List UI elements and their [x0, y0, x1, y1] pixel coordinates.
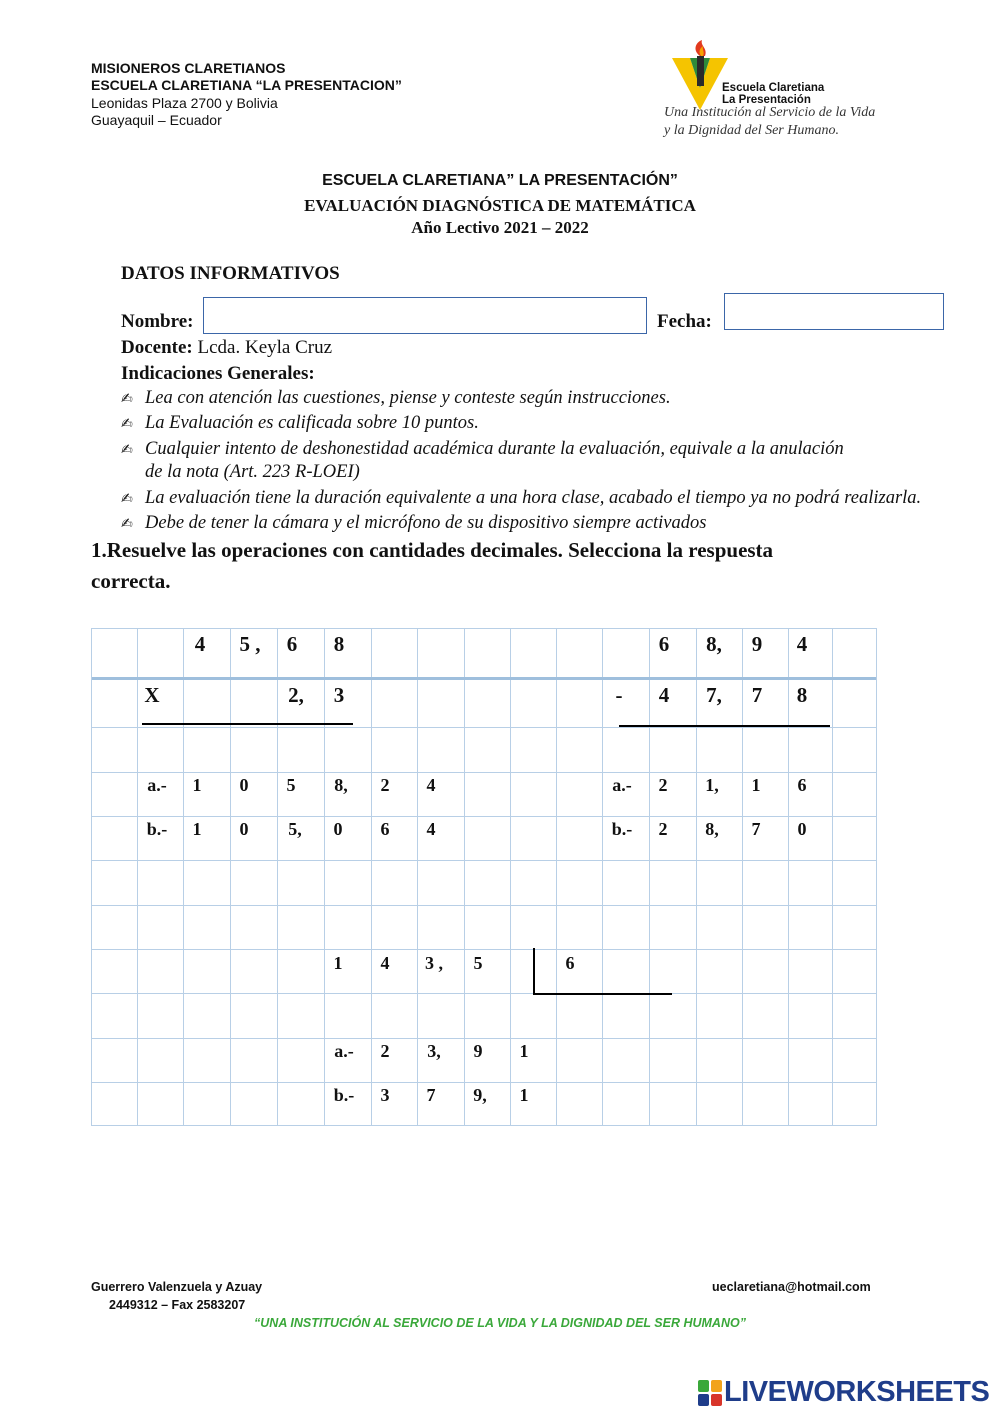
sub-digit: 4 — [796, 632, 808, 656]
mult-option-a-digit: 0 — [239, 775, 249, 795]
footer-phone: 2449312 – Fax 2583207 — [109, 1298, 246, 1312]
school-logo — [672, 40, 872, 110]
mult-option-b-digit: 0 — [333, 819, 343, 839]
sub-option-a-digit: 1, — [705, 775, 719, 795]
question-text-continued: correcta. — [91, 569, 171, 593]
mult-option-b-digit: 4 — [426, 819, 436, 839]
school-city: Guayaquil – Ecuador — [91, 112, 222, 128]
option-label: a.- — [334, 1041, 354, 1061]
mult-option-a-digit: 1 — [192, 775, 202, 795]
div-bracket-vertical — [533, 948, 535, 995]
date-input[interactable] — [724, 293, 944, 330]
option-label: b.- — [146, 819, 168, 839]
div-digit: 5 — [473, 953, 483, 973]
exam-title: EVALUACIÓN DIAGNÓSTICA DE MATEMÁTICA — [304, 196, 696, 215]
indication-item: ✍ Lea con atención las cuestiones, piense y conteste según instrucciones. — [121, 388, 671, 408]
mult-digit: 6 — [286, 632, 298, 656]
sub-result-line — [619, 725, 830, 727]
indications-heading: Indicaciones Generales: — [121, 363, 315, 384]
teacher-label: Docente: — [121, 337, 193, 358]
indication-item: ✍ La evaluación tiene la duración equivalente a una hora clase, acabado el tiempo ya no podrá realizarla. — [121, 488, 922, 508]
date-label: Fecha: — [657, 311, 712, 332]
sub-option-a-digit: 6 — [797, 775, 807, 795]
sub-option-b-digit: 8, — [705, 819, 719, 839]
div-option-a-digit: 9 — [473, 1041, 483, 1061]
div-option-a-digit: 1 — [519, 1041, 529, 1061]
sub-digit: 7 — [751, 683, 763, 707]
school-name: ESCUELA CLARETIANA “LA PRESENTACION” — [91, 77, 402, 93]
mult-digit: 3 — [333, 683, 345, 707]
school-title: ESCUELA CLARETIANA” LA PRESENTACIÓN” — [322, 172, 678, 189]
logo-motto-2: y la Dignidad del Ser Humano. — [664, 123, 839, 138]
footer-motto: “UNA INSTITUCIÓN AL SERVICIO DE LA VIDA Y LA DIGNIDAD DEL SER HUMANO” — [254, 1316, 746, 1330]
indication-item: ✍ Debe de tener la cámara y el micrófono de su dispositivo siempre activados — [121, 513, 707, 533]
option-label: a.- — [147, 775, 167, 795]
mult-result-line — [142, 723, 353, 725]
pen-icon: ✍ — [121, 491, 133, 507]
sub-option-a-digit: 2 — [658, 775, 668, 795]
div-digit: 1 — [333, 953, 343, 973]
logo-motto-1: Una Institución al Servicio de la Vida — [664, 105, 876, 120]
mult-option-a-digit: 8, — [334, 775, 348, 795]
sub-option-b-digit: 0 — [797, 819, 807, 839]
sub-operator: - — [615, 683, 623, 707]
math-grid — [91, 628, 877, 1126]
mult-digit: 5 , — [239, 632, 261, 656]
name-input[interactable] — [203, 297, 647, 334]
div-option-b-digit: 9, — [473, 1085, 487, 1105]
logo-name-1: Escuela Claretiana — [722, 82, 825, 94]
liveworksheets-icon — [698, 1380, 722, 1406]
pen-icon: ✍ — [121, 442, 133, 458]
logo-name-2: La Presentación — [722, 94, 811, 106]
footer-address: Guerrero Valenzuela y Azuay — [91, 1280, 263, 1294]
teacher-value: Lcda. Keyla Cruz — [192, 337, 333, 358]
div-option-a-digit: 3, — [427, 1041, 441, 1061]
sub-digit: 7, — [706, 683, 722, 707]
sub-digit: 8 — [796, 683, 808, 707]
liveworksheets-logo — [698, 1378, 994, 1408]
pen-icon: ✍ — [121, 516, 133, 532]
div-bracket-horizontal — [533, 993, 672, 995]
footer-email: ueclaretiana@hotmail.com — [712, 1280, 871, 1294]
mult-option-a-digit: 2 — [380, 775, 390, 795]
school-year: Año Lectivo 2021 – 2022 — [411, 218, 589, 237]
mult-operator: X — [144, 683, 160, 707]
div-digit: 3 , — [425, 953, 443, 973]
mult-option-a-digit: 5 — [286, 775, 296, 795]
mult-digit: 8 — [333, 632, 345, 656]
sub-option-b-digit: 7 — [751, 819, 761, 839]
indication-item: ✍ La Evaluación es calificada sobre 10 puntos. — [121, 413, 479, 433]
mult-option-b-digit: 0 — [239, 819, 249, 839]
div-digit: 4 — [380, 953, 390, 973]
pen-icon: ✍ — [121, 391, 133, 407]
div-divisor: 6 — [565, 953, 575, 973]
sub-digit: 9 — [751, 632, 763, 656]
teacher-line — [121, 337, 332, 359]
sub-option-b-digit: 2 — [658, 819, 668, 839]
name-label: Nombre: — [121, 311, 194, 332]
mult-option-b-digit: 1 — [192, 819, 202, 839]
sub-option-a-digit: 1 — [751, 775, 761, 795]
div-option-b-digit: 7 — [426, 1085, 436, 1105]
sub-digit: 8, — [706, 632, 722, 656]
div-option-b-digit: 1 — [519, 1085, 529, 1105]
sub-digit: 6 — [658, 632, 670, 656]
mult-digit: 4 — [194, 632, 206, 656]
option-label: b.- — [611, 819, 633, 839]
pen-icon: ✍ — [121, 416, 133, 432]
indication-item: ✍ Cualquier intento de deshonestidad académica durante la evaluación, equivale a la anulación — [121, 439, 844, 459]
org-name: MISIONEROS CLARETIANOS — [91, 60, 286, 76]
mult-option-a-digit: 4 — [426, 775, 436, 795]
mult-digit: 2, — [288, 683, 304, 707]
school-address: Leonidas Plaza 2700 y Bolivia — [91, 95, 278, 111]
question-text: 1.Resuelve las operaciones con cantidades decimales. Selecciona la respuesta — [91, 538, 774, 562]
indication-item-continued: de la nota (Art. 223 R-LOEI) — [145, 462, 360, 482]
div-option-a-digit: 2 — [380, 1041, 390, 1061]
mult-option-b-digit: 6 — [380, 819, 390, 839]
liveworksheets-text: LIVEWORKSHEETS — [724, 1376, 990, 1408]
option-label: a.- — [612, 775, 632, 795]
section-heading: DATOS INFORMATIVOS — [121, 263, 340, 284]
sub-digit: 4 — [658, 683, 670, 707]
mult-option-b-digit: 5, — [288, 819, 302, 839]
div-option-b-digit: 3 — [380, 1085, 390, 1105]
option-label: b.- — [333, 1085, 355, 1105]
